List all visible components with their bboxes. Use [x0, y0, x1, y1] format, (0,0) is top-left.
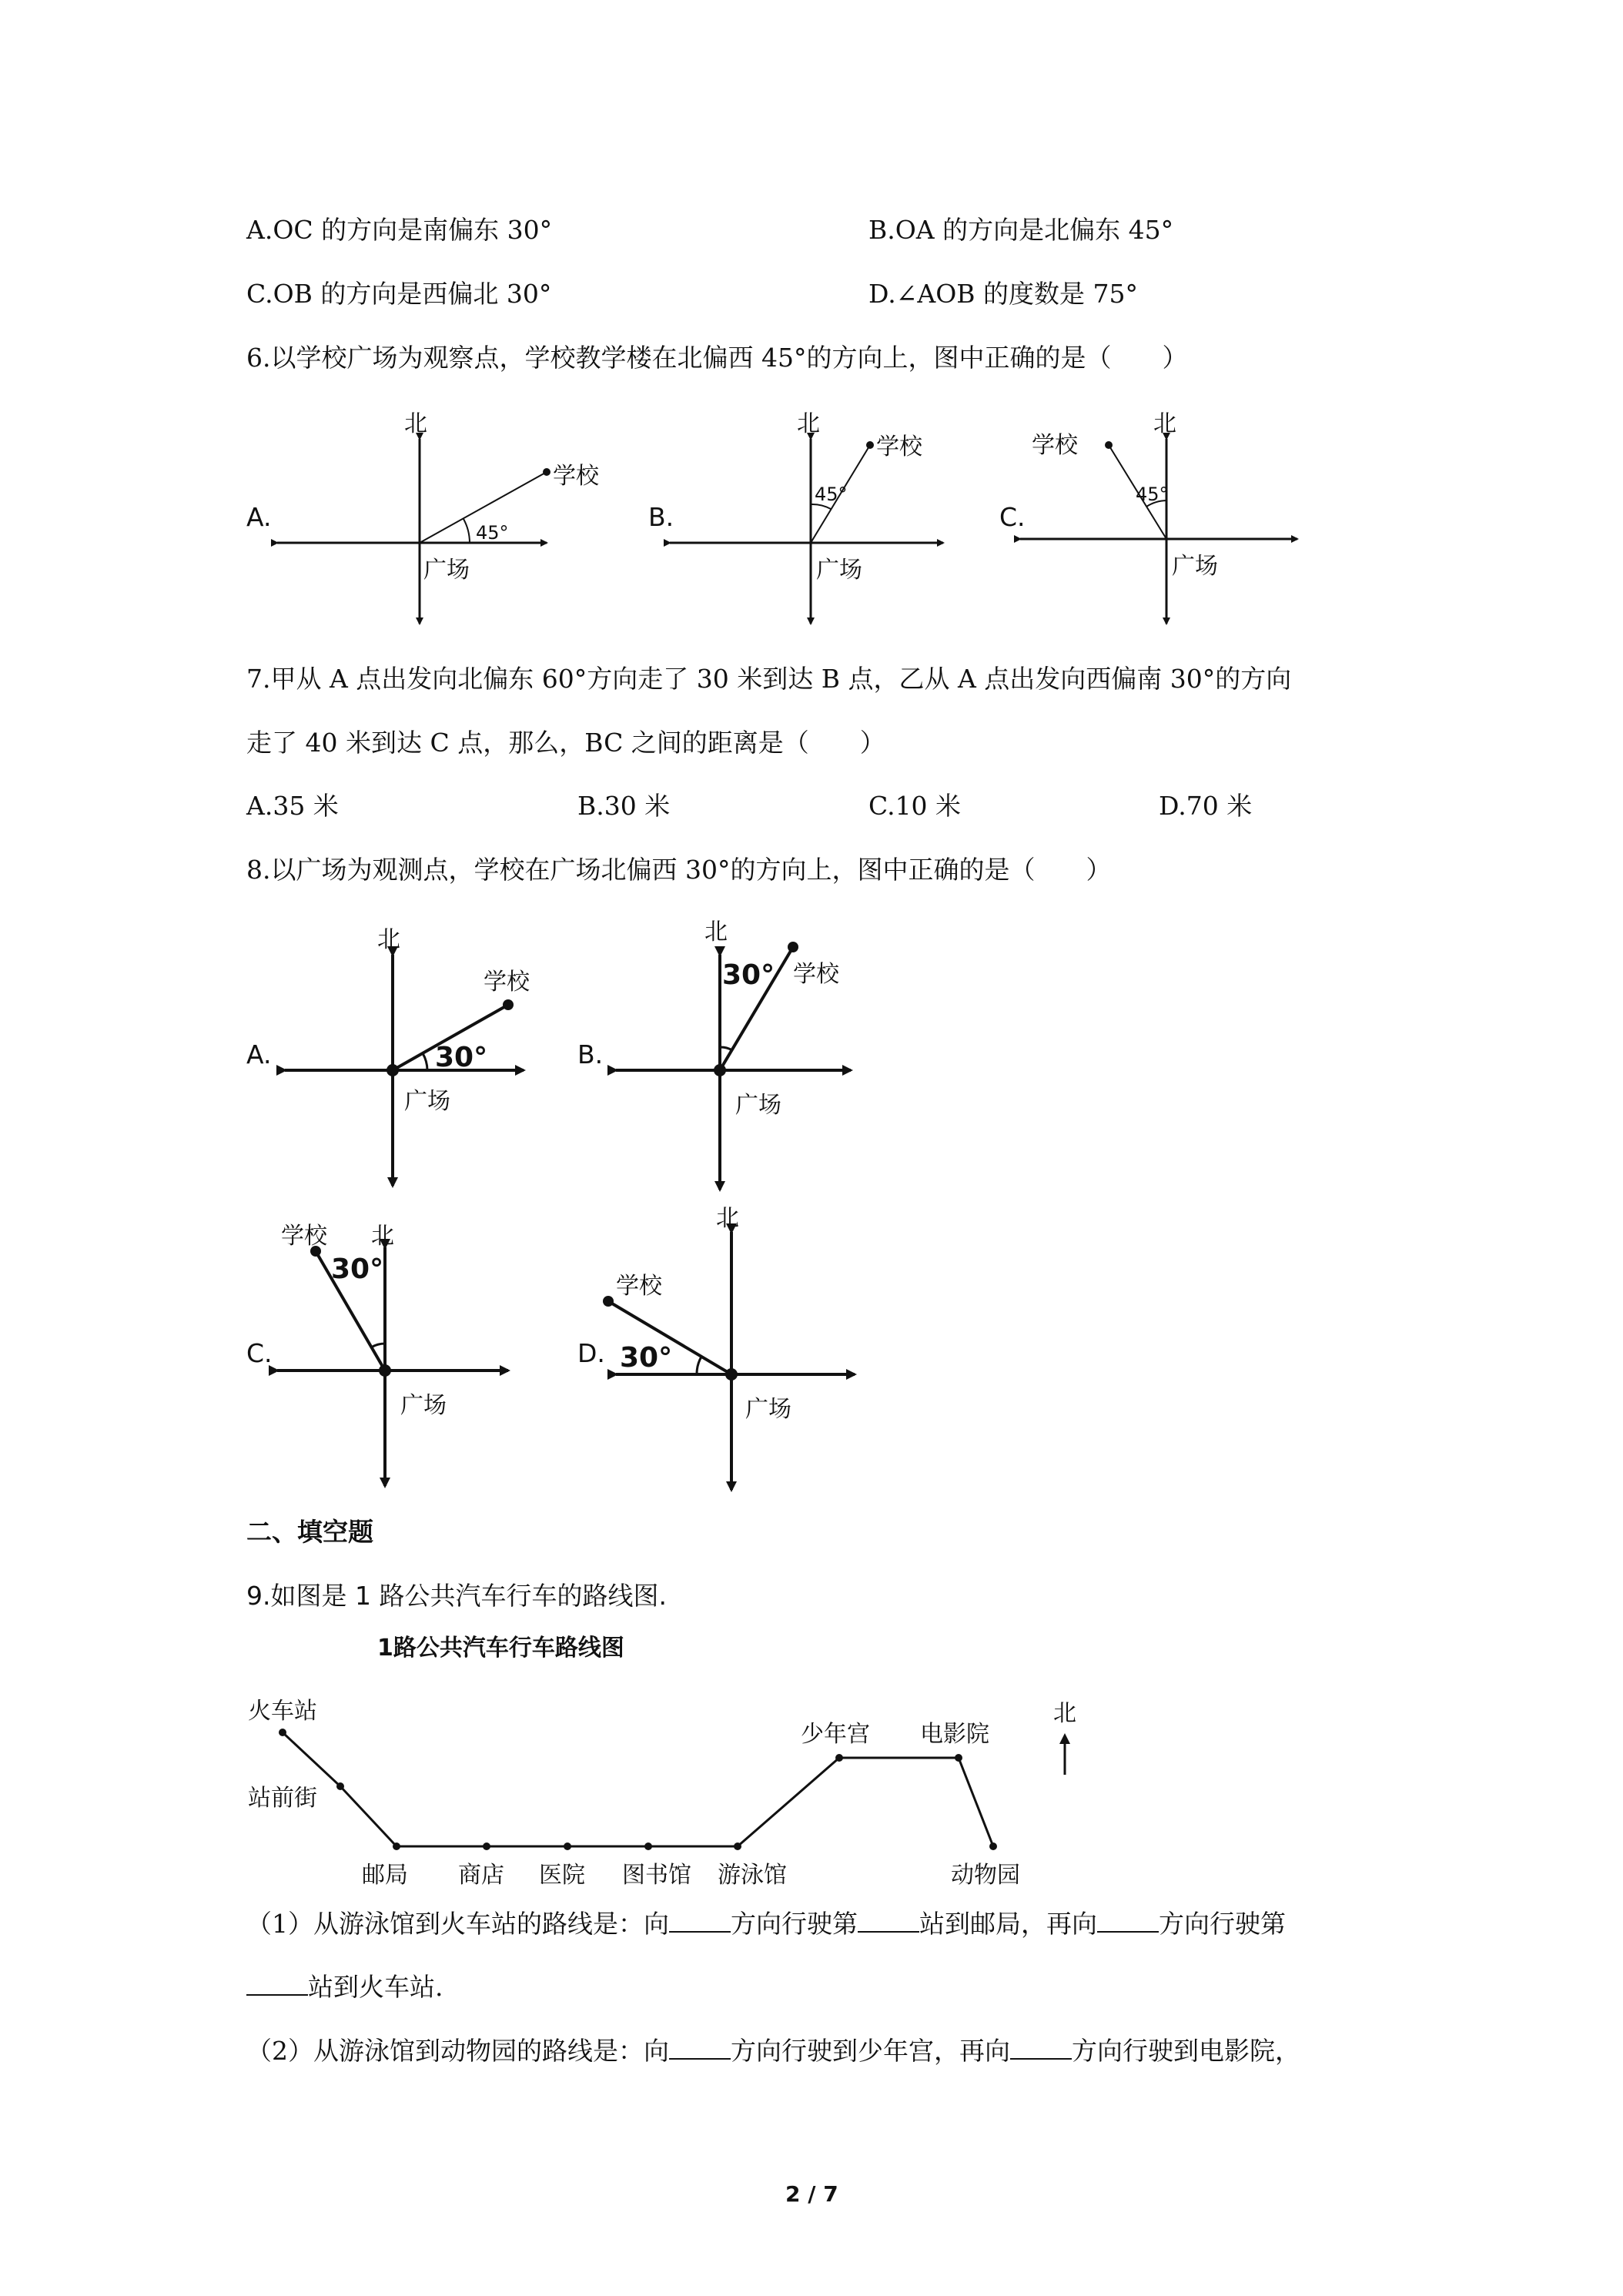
- q6-option-a-label: A.: [246, 502, 272, 532]
- q8c-angle-label: 30°: [331, 1253, 384, 1285]
- q8-figure-d: [603, 1205, 855, 1490]
- q9-stem: 9.如图是 1 路公共汽车行车的路线图.: [246, 1581, 667, 1611]
- q6c-school-label: 学校: [1032, 432, 1078, 459]
- q8c-school-label: 学校: [281, 1223, 327, 1250]
- q8-option-c-label: C.: [246, 1338, 273, 1368]
- q6a-school-label: 学校: [553, 463, 599, 490]
- q8b-school-label: 学校: [793, 961, 839, 988]
- q6a-north-label: 北: [404, 410, 427, 437]
- q8b-north-label: 北: [704, 919, 728, 946]
- q8-stem: 8.以广场为观测点，学校在广场北偏西 30°的方向上，图中正确的是（ ）: [246, 855, 1112, 885]
- q7-option-a: A.35 米: [246, 791, 339, 821]
- q8a-plaza-label: 广场: [404, 1088, 450, 1115]
- q8d-north-label: 北: [716, 1205, 739, 1232]
- blank-2[interactable]: [858, 1908, 919, 1933]
- q6-stem: 6.以学校广场为观察点，学校教学楼在北偏西 45°的方向上，图中正确的是（ ）: [246, 343, 1188, 373]
- station-yiyuan: 医院: [539, 1862, 585, 1889]
- q6b-school-label: 学校: [876, 433, 922, 460]
- q8d-angle-label: 30°: [620, 1342, 673, 1374]
- q6-figure-b: [670, 410, 943, 624]
- q7-option-b: B.30 米: [577, 791, 671, 821]
- q8-option-b-label: B.: [577, 1039, 604, 1069]
- q6b-north-label: 北: [797, 410, 820, 437]
- q7-option-d: D.70 米: [1159, 791, 1253, 821]
- q8-option-d-label: D.: [577, 1338, 605, 1368]
- q5-option-d: D.∠AOB 的度数是 75°: [868, 279, 1139, 309]
- q8-figure-a: [285, 926, 530, 1186]
- q8c-plaza-label: 广场: [400, 1392, 447, 1419]
- q6c-north-label: 北: [1153, 410, 1176, 437]
- q6-figure-c: [1020, 410, 1297, 624]
- q8a-north-label: 北: [377, 926, 400, 953]
- q8-figure-b: [616, 919, 851, 1190]
- station-shangdian: 商店: [458, 1862, 504, 1889]
- q8a-angle-label: 30°: [435, 1042, 488, 1073]
- q6b-plaza-label: 广场: [816, 557, 862, 584]
- q9-map-title: 1路公共汽车行车路线图: [377, 1635, 624, 1662]
- q6c-plaza-label: 广场: [1172, 553, 1218, 580]
- q6-figure-a: [277, 410, 600, 624]
- q8b-plaza-label: 广场: [735, 1092, 781, 1119]
- q6-option-b-label: B.: [648, 502, 674, 532]
- q6b-angle-label: 45°: [815, 484, 848, 505]
- blank-4[interactable]: [246, 1971, 308, 1996]
- q5-option-a: A.OC 的方向是南偏东 30°: [246, 215, 553, 245]
- q7-stem-line1: 7.甲从 A 点出发向北偏东 60°方向走了 30 米到达 B 点，乙从 A 点出发向西偏南 30°的方向: [246, 664, 1292, 694]
- section-2-title: 二、填空题: [246, 1517, 373, 1547]
- blank-3[interactable]: [1097, 1908, 1159, 1933]
- q6-diagrams: [0, 400, 1623, 631]
- station-dianyingyuan: 电影院: [920, 1721, 989, 1748]
- q8-figure-c: [277, 1223, 508, 1486]
- q8-diagrams: [0, 909, 1623, 1494]
- blank-6[interactable]: [1010, 2035, 1072, 2060]
- q9-sub2-line1: （2）从游泳馆到动物园的路线是：向 方向行驶到少年宫，再向 方向行驶到电影院，: [246, 2036, 1300, 2066]
- q5-option-b: B.OA 的方向是北偏东 45°: [868, 215, 1174, 245]
- q8c-north-label: 北: [371, 1223, 394, 1250]
- q6a-angle-label: 45°: [476, 522, 509, 544]
- q9-sub1-line1: （1）从游泳馆到火车站的路线是：向 方向行驶第 站到邮局，再向 方向行驶第: [246, 1909, 1286, 1939]
- station-huochezhan: 火车站: [248, 1698, 317, 1725]
- station-youju: 邮局: [362, 1862, 408, 1889]
- q8b-angle-label: 30°: [722, 959, 775, 991]
- q9-route-map: [0, 1617, 1623, 1894]
- q9-sub1-line2: 站到火车站.: [246, 1971, 443, 2003]
- q6-option-c-label: C.: [999, 502, 1026, 532]
- q7-option-c: C.10 米: [868, 791, 962, 821]
- q5-option-c: C.OB 的方向是西偏北 30°: [246, 279, 552, 309]
- blank-5[interactable]: [669, 2035, 731, 2060]
- q8-option-a-label: A.: [246, 1039, 272, 1069]
- q8d-school-label: 学校: [616, 1273, 662, 1300]
- station-shaoniangong: 少年宫: [801, 1721, 870, 1748]
- q9-north-label: 北: [1053, 1700, 1076, 1727]
- q8a-school-label: 学校: [484, 969, 530, 996]
- q6a-plaza-label: 广场: [423, 557, 470, 584]
- q8d-plaza-label: 广场: [745, 1396, 791, 1423]
- station-zhanqianjie: 站前街: [248, 1785, 317, 1812]
- q7-stem-line2: 走了 40 米到达 C 点，那么，BC 之间的距离是（ ）: [246, 728, 885, 758]
- blank-1[interactable]: [669, 1908, 731, 1933]
- q6c-angle-label: 45°: [1136, 484, 1169, 505]
- page-number: 2 / 7: [785, 2181, 838, 2207]
- station-youyongguan: 游泳馆: [718, 1862, 787, 1889]
- station-dongwuyuan: 动物园: [951, 1862, 1020, 1889]
- station-tushuguan: 图书馆: [622, 1862, 691, 1889]
